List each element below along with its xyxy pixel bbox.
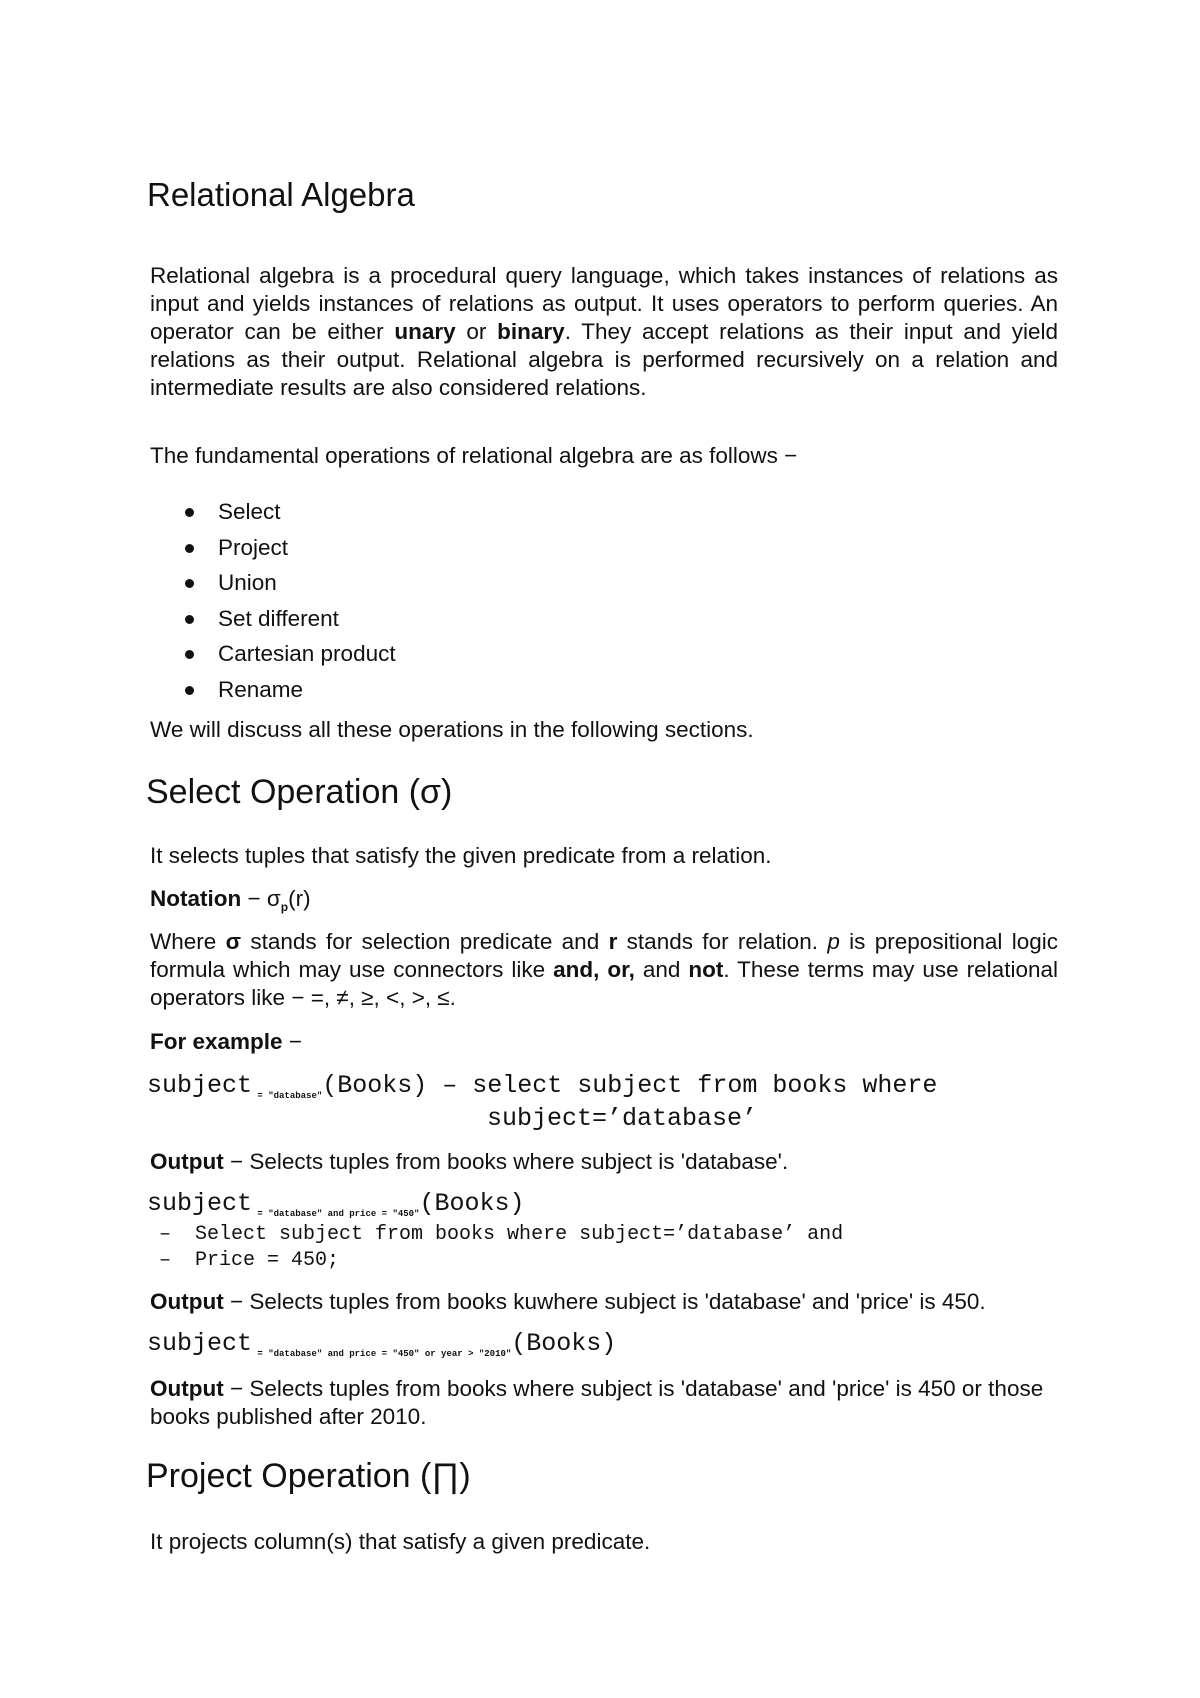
where-text: and xyxy=(634,957,689,982)
code-subscript: = "database" xyxy=(252,1091,323,1101)
sigma-term: σ xyxy=(225,929,242,954)
p-term: p xyxy=(827,929,840,954)
code-subject: subject xyxy=(147,1189,253,1218)
where-text: . These terms may use relational operators like − =, ≠, ≥, <, >, ≤. xyxy=(150,957,1058,1010)
notation-end: (r) xyxy=(288,886,311,911)
code-text: (Books) xyxy=(511,1329,617,1358)
intro-text-2: . They accept relations as their input and yield relations as their output. Relational algebra is performed recursively on a relation and intermediate results are also considered relations. xyxy=(150,319,1058,400)
not-term: not xyxy=(688,957,724,982)
notation-line xyxy=(150,885,1058,921)
where-text: Where xyxy=(150,929,226,954)
select-description: It selects tuples that satisfy the given predicate from a relation. xyxy=(150,843,772,868)
list-item: Rename xyxy=(190,672,690,708)
output-text: − Selects tuples from books where subject is 'database'. xyxy=(223,1149,789,1174)
code-subject: subject xyxy=(147,1329,253,1358)
list-item: Project xyxy=(190,530,690,566)
operations-intro: The fundamental operations of relational algebra are as follows − xyxy=(150,443,798,468)
where-text: stands for relation. xyxy=(617,929,828,954)
output-text: − Selects tuples from books where subject is 'database' and 'price' is 450 or those books published after 2010. xyxy=(150,1376,1044,1429)
output-2 xyxy=(150,1288,1058,1316)
code-text: (Books) – select subject from books where xyxy=(322,1071,938,1100)
and-term: and, xyxy=(553,957,600,982)
notation-label: Notation xyxy=(150,886,242,911)
list-item: Select xyxy=(190,494,690,530)
output-label: Output xyxy=(150,1289,224,1314)
unary-term: unary xyxy=(394,319,456,344)
example-3-line-1 xyxy=(147,1328,616,1370)
operations-list xyxy=(190,494,690,708)
intro-text-or: or xyxy=(455,319,498,344)
code-subscript: = "database" and price = "450" or year > "2010" xyxy=(252,1349,512,1359)
binary-term: binary xyxy=(497,319,565,344)
discuss-text: We will discuss all these operations in the following sections. xyxy=(150,717,754,742)
r-term: r xyxy=(608,929,618,954)
list-item: Union xyxy=(190,565,690,601)
list-item: Cartesian product xyxy=(190,636,690,672)
intro-paragraph xyxy=(150,262,1058,402)
or-term: or, xyxy=(607,957,635,982)
example-label-line xyxy=(150,1028,1058,1056)
example-label: For example xyxy=(150,1029,283,1054)
notation-subscript: p xyxy=(280,900,289,914)
output-text: − Selects tuples from books kuwhere subject is 'database' and 'price' is 450. xyxy=(223,1289,986,1314)
notation-sigma: − σ xyxy=(241,886,281,911)
where-paragraph xyxy=(150,928,1058,1012)
output-3 xyxy=(150,1375,1058,1431)
project-description: It projects column(s) that satisfy a given predicate. xyxy=(150,1529,651,1554)
output-1 xyxy=(150,1148,1058,1176)
example-1-line-2: subject=’database’ xyxy=(487,1104,758,1133)
example-2-line-3: – Price = 450; xyxy=(147,1249,340,1272)
example-dash: − xyxy=(282,1029,302,1054)
code-subscript: = "database" and price = "450" xyxy=(252,1209,420,1219)
select-heading: Select Operation (σ) xyxy=(146,773,453,811)
list-item: Set different xyxy=(190,601,690,637)
code-subject: subject xyxy=(147,1071,253,1100)
output-label: Output xyxy=(150,1149,224,1174)
where-text: stands for selection predicate and xyxy=(241,929,609,954)
page-title: Relational Algebra xyxy=(147,176,415,213)
example-2-line-2: – Select subject from books where subject=’database’ and xyxy=(147,1223,844,1246)
where-text: is prepositional logic formula which may use connectors like xyxy=(150,929,1058,982)
project-heading: Project Operation (∏) xyxy=(146,1457,471,1495)
code-text: (Books) xyxy=(419,1189,525,1218)
output-label: Output xyxy=(150,1376,224,1401)
intro-text-1: Relational algebra is a procedural query language, which takes instances of relations as input and yields instances of relations as output. It uses operators to perform queries. An operator can be either xyxy=(150,263,1058,344)
